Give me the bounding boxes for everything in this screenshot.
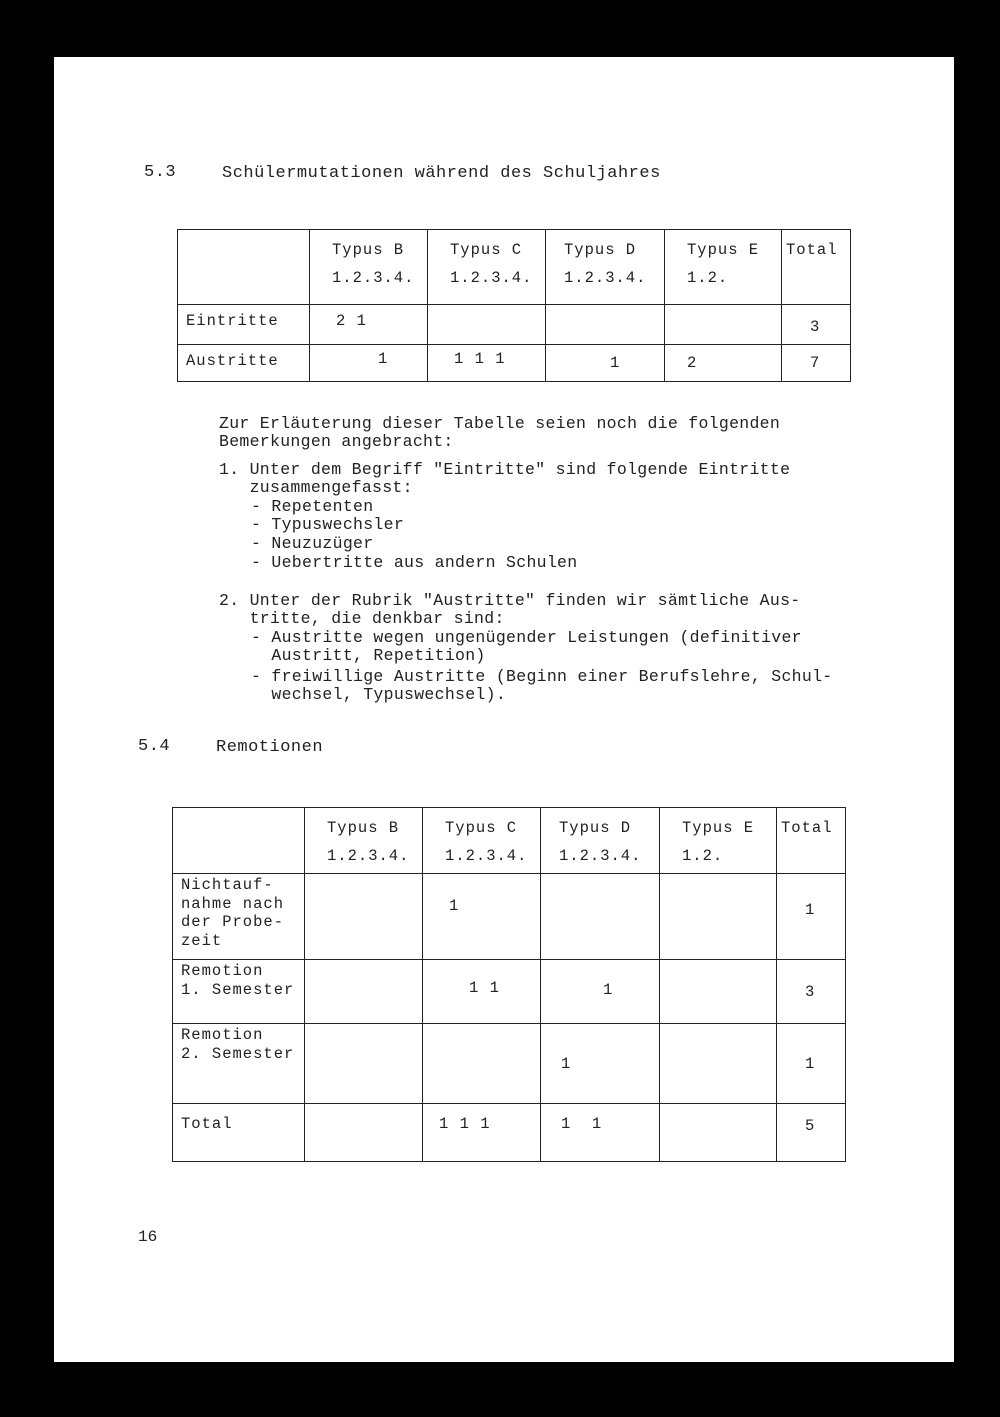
cell: 1	[777, 1024, 846, 1104]
table-header-row	[173, 808, 846, 874]
cell	[546, 305, 665, 345]
cell: 1	[546, 345, 665, 382]
row-label: Eintritte	[178, 305, 310, 345]
table-row	[173, 960, 846, 1024]
header-total: Total	[782, 230, 851, 305]
cell: 1	[541, 960, 660, 1024]
list-item: - Uebertritte aus andern Schulen	[251, 553, 578, 572]
cell: 1 1 1	[428, 345, 546, 382]
cell	[660, 1104, 777, 1162]
list-item-cont: wechsel, Typuswechsel).	[251, 685, 507, 704]
section-title: Remotionen	[216, 738, 324, 757]
cell: 3	[777, 960, 846, 1024]
corner-cell	[173, 808, 305, 874]
remotion-table	[172, 807, 846, 1162]
note-item-1-cont: zusammengefasst:	[219, 478, 413, 497]
section-number: 5.3	[144, 163, 177, 182]
cell	[660, 1024, 777, 1104]
cell	[428, 305, 546, 345]
corner-cell	[178, 230, 310, 305]
cell: 1 1	[423, 960, 541, 1024]
row-label: Remotion 1. Semester	[173, 960, 305, 1024]
cell: 1	[423, 874, 541, 960]
list-item: - freiwillige Austritte (Beginn einer Berufslehre, Schul-	[251, 667, 833, 686]
row-label: Austritte	[178, 345, 310, 382]
note-item-2: 2. Unter der Rubrik "Austritte" finden wir sämtliche Aus-	[219, 591, 801, 610]
cell: 1	[541, 1024, 660, 1104]
table-row	[178, 345, 851, 382]
cell: 1 1 1	[423, 1104, 541, 1162]
section-number: 5.4	[138, 737, 171, 756]
cell: 1	[777, 874, 846, 960]
header-typus-e: Typus E 1.2.	[665, 230, 782, 305]
table-header-row	[178, 230, 851, 305]
row-label: Remotion 2. Semester	[173, 1024, 305, 1104]
cell	[665, 305, 782, 345]
header-typus-d: Typus D 1.2.3.4.	[541, 808, 660, 874]
list-item-cont: Austritt, Repetition)	[251, 646, 486, 665]
notes-intro-1: Zur Erläuterung dieser Tabelle seien noch die folgenden	[219, 414, 781, 433]
table-row	[173, 1104, 846, 1162]
cell	[423, 1024, 541, 1104]
page-number: 16	[138, 1228, 158, 1246]
notes-intro-2: Bemerkungen angebracht:	[219, 432, 454, 451]
header-typus-c: Typus C 1.2.3.4.	[428, 230, 546, 305]
table-row	[173, 874, 846, 960]
cell: 1	[310, 345, 428, 382]
cell	[305, 874, 423, 960]
cell	[541, 874, 660, 960]
header-typus-b: Typus B 1.2.3.4.	[305, 808, 423, 874]
header-total: Total	[777, 808, 846, 874]
cell	[660, 960, 777, 1024]
row-label: Total	[173, 1104, 305, 1162]
mutations-table	[177, 229, 851, 382]
header-typus-e: Typus E 1.2.	[660, 808, 777, 874]
note-item-2-cont: tritte, die denkbar sind:	[219, 609, 505, 628]
list-item: - Neuzuzüger	[251, 534, 374, 553]
table-row	[173, 1024, 846, 1104]
cell	[305, 1024, 423, 1104]
header-typus-b: Typus B 1.2.3.4.	[310, 230, 428, 305]
list-item: - Austritte wegen ungenügender Leistungen (definitiver	[251, 628, 802, 647]
header-typus-d: Typus D 1.2.3.4.	[546, 230, 665, 305]
cell	[305, 1104, 423, 1162]
list-item: - Typuswechsler	[251, 515, 405, 534]
cell	[660, 874, 777, 960]
cell: 2 1	[310, 305, 428, 345]
cell: 7	[782, 345, 851, 382]
cell: 3	[782, 305, 851, 345]
cell	[305, 960, 423, 1024]
row-label: Nichtauf- nahme nach der Probe- zeit	[173, 874, 305, 960]
header-typus-c: Typus C 1.2.3.4.	[423, 808, 541, 874]
note-item-1: 1. Unter dem Begriff "Eintritte" sind folgende Eintritte	[219, 460, 791, 479]
cell: 5	[777, 1104, 846, 1162]
cell: 1 1	[541, 1104, 660, 1162]
document-page	[54, 57, 954, 1362]
list-item: - Repetenten	[251, 497, 374, 516]
table-row	[178, 305, 851, 345]
cell: 2	[665, 345, 782, 382]
section-title: Schülermutationen während des Schuljahres	[222, 164, 661, 183]
